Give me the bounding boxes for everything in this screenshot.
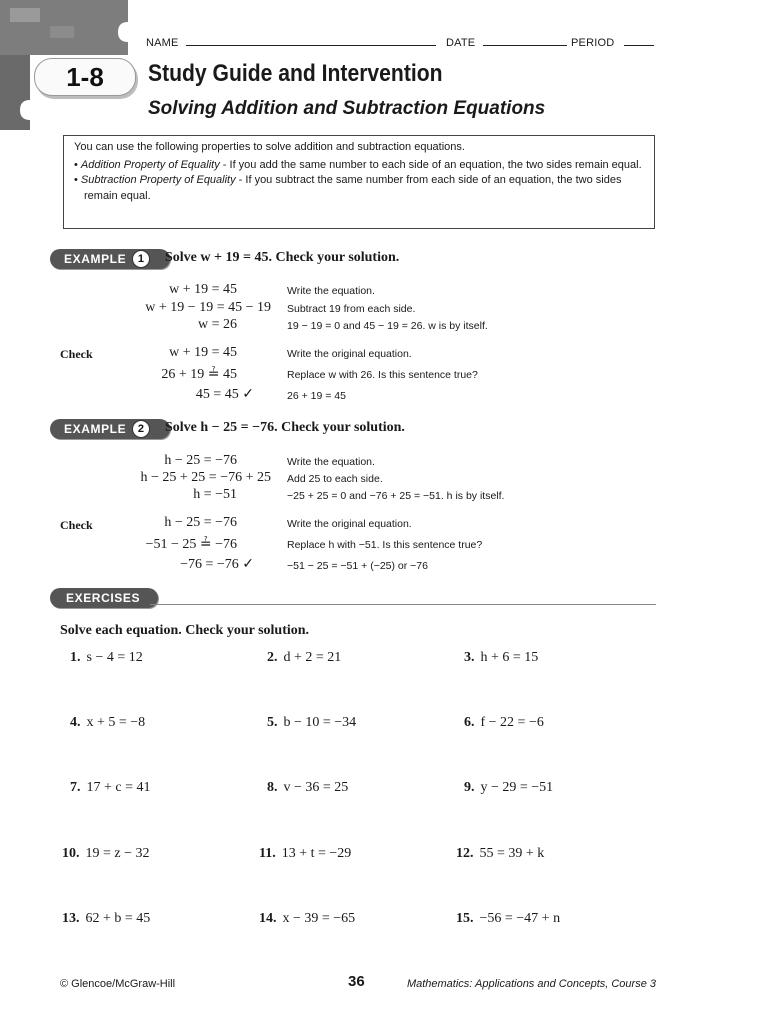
example-1-prompt: Solve w + 19 = 45. Check your solution. (165, 250, 400, 265)
ex2-step-1-eq: h − 25 = −76 (164, 453, 237, 468)
example-2-number: 2 (132, 420, 150, 438)
ex1-step-2-note: Subtract 19 from each side. (287, 303, 416, 315)
properties-lead: You can use the following properties to solve addition and subtraction equations. (74, 141, 465, 153)
ex1-check-3-note: 26 + 19 = 45 (287, 390, 346, 402)
exercise-6: 6. f − 22 = −6 (464, 715, 544, 730)
ex2-step-2-note: Add 25 to each side. (287, 473, 383, 485)
ex2-check-3-eq: −76 = −76 ✓ (180, 557, 254, 572)
exercises-instruction: Solve each equation. Check your solution. (60, 623, 310, 638)
ex2-step-3-eq: h = −51 (193, 487, 237, 502)
example-2-label: EXAMPLE (64, 422, 127, 436)
example-2-badge (50, 419, 170, 439)
footer-page-number: 36 (348, 973, 365, 990)
subtraction-text: - If you subtract the same number from each side of an equation, the two sides remain equal. (84, 174, 622, 202)
ex2-step-3-note: −25 + 25 = 0 and −76 + 25 = −51. h is by itself. (287, 490, 505, 502)
name-field (146, 35, 436, 49)
ex1-step-3-eq: w = 26 (197, 317, 237, 332)
addition-text: - If you add the same number to each side of an equation, the two sides remain equal. (219, 158, 642, 171)
properties-box (63, 135, 655, 229)
ex1-check-1-eq: w + 19 = 45 (169, 345, 237, 360)
exercise-9: 9. y − 29 = −51 (464, 780, 554, 795)
ex2-check-3-note: −51 − 25 = −51 + (−25) or −76 (287, 560, 428, 572)
ex2-step-1-note: Write the equation. (287, 456, 375, 468)
exercise-8: 8. v − 36 = 25 (267, 780, 349, 795)
exercise-12: 12. 55 = 39 + k (456, 846, 545, 861)
exercises-badge (50, 588, 158, 608)
period-label: PERIOD (571, 37, 615, 49)
exercise-4: 4. x + 5 = −8 (70, 715, 146, 730)
exercise-1: 1. s − 4 = 12 (70, 650, 143, 665)
ex1-check-2-note: Replace w with 26. Is this sentence true? (287, 369, 478, 381)
ex2-check-1-note: Write the original equation. (287, 518, 412, 530)
ex2-step-2-eq: h − 25 + 25 = −76 + 25 (140, 470, 271, 485)
exercise-11: 11. 13 + t = −29 (259, 846, 352, 861)
footer-copyright: © Glencoe/McGraw-Hill (60, 978, 176, 990)
example-1-number: 1 (132, 250, 150, 268)
example-1-label: EXAMPLE (64, 252, 127, 266)
bullet-subtraction: • Subtraction Property of Equality - If you subtract the same number from each side of an equation, the two sides remain equal. (74, 174, 622, 202)
lesson-badge: 1-8 (34, 58, 136, 96)
ex1-check-label: Check (60, 347, 93, 361)
bullet-addition: • Addition Property of Equality - If you add the same number to each side of an equation, the two sides remain equal. (74, 158, 642, 171)
footer-book-title: Mathematics: Applications and Concepts, Course 3 (406, 978, 656, 990)
exercise-7: 7. 17 + c = 41 (70, 780, 151, 795)
ex1-step-1-eq: w + 19 = 45 (169, 282, 237, 297)
addition-term: Addition Property of Equality (80, 158, 220, 171)
date-label: DATE (446, 37, 476, 49)
ex1-step-2-eq: w + 19 − 19 = 45 − 19 (145, 300, 271, 315)
exercise-14: 14. x − 39 = −65 (259, 911, 356, 926)
ex1-step-1-note: Write the equation. (287, 285, 375, 297)
exercise-5: 5. b − 10 = −34 (267, 715, 357, 730)
ex2-check-1-eq: h − 25 = −76 (164, 515, 237, 530)
exercise-13: 13. 62 + b = 45 (62, 911, 151, 926)
period-field (571, 35, 654, 49)
ex2-check-label: Check (60, 518, 93, 532)
ex1-check-2-eq: 26 + 19 ≟ 45 (161, 367, 237, 382)
page-subtitle: Solving Addition and Subtraction Equations (148, 98, 546, 119)
exercises-divider (150, 604, 656, 605)
example-1-badge (50, 249, 170, 269)
ex1-check-1-note: Write the original equation. (287, 348, 412, 360)
ex1-check-3-eq: 45 = 45 ✓ (195, 387, 254, 402)
exercise-3: 3. h + 6 = 15 (464, 650, 539, 665)
ex1-step-3-note: 19 − 19 = 0 and 45 − 19 = 26. w is by itself. (287, 320, 488, 332)
example-2-prompt: Solve h − 25 = −76. Check your solution. (165, 420, 405, 435)
exercise-10: 10. 19 = z − 32 (62, 846, 150, 861)
subtraction-term: Subtraction Property of Equality (80, 174, 236, 186)
page-title: Study Guide and Intervention (148, 60, 443, 87)
ex2-check-2-note: Replace h with −51. Is this sentence true? (287, 539, 483, 551)
ex2-check-2-eq: −51 − 25 ≟ −76 (145, 537, 237, 552)
date-field (446, 35, 567, 49)
exercise-2: 2. d + 2 = 21 (267, 650, 342, 665)
exercise-15: 15. −56 = −47 + n (456, 911, 561, 926)
name-label: NAME (146, 37, 179, 49)
exercises-label: EXERCISES (66, 591, 141, 605)
